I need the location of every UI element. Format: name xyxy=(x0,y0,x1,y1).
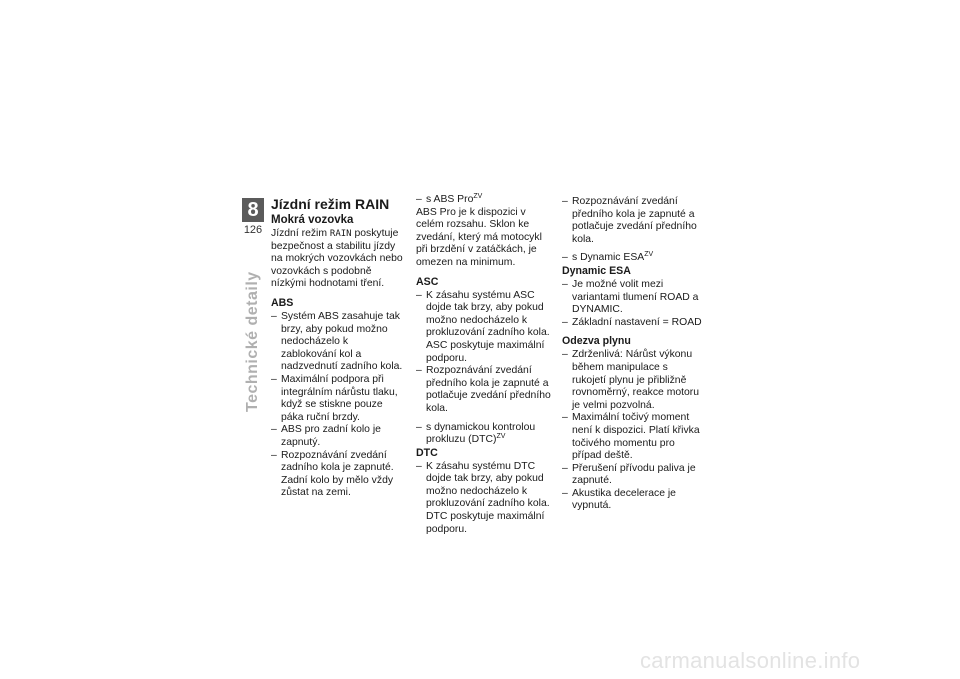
asc-heading: ASC xyxy=(416,275,439,288)
page-number: 126 xyxy=(243,224,263,236)
throttle-list xyxy=(562,349,702,513)
list-item xyxy=(562,252,702,265)
asc-list xyxy=(416,290,551,416)
dtc-list xyxy=(416,461,551,537)
dtc-heading: DTC xyxy=(416,446,438,459)
dtc-label: s dynamickou kontrolou prokluzu (DTC) xyxy=(426,421,536,446)
dtc-condition xyxy=(416,422,551,447)
section-title: Jízdní režim RAIN xyxy=(271,196,390,212)
abs-pro-label: s ABS Pro xyxy=(426,194,474,205)
list-item: – Maximální točivý moment není k dispozici. Platí křivka točivého momentu pro případ deště. xyxy=(562,412,702,462)
esa-heading: Dynamic ESA xyxy=(562,264,631,277)
esa-label: s Dynamic ESA xyxy=(572,252,645,264)
column-3 xyxy=(562,196,702,513)
abs-pro-paragraph: ABS Pro je k dispozici v celém rozsahu. Sklon ke zvedání, který má motocykl při brzdění v zatáčkách, je omezen na minimum. xyxy=(416,206,542,268)
list-item xyxy=(416,422,551,447)
intro-text-start: Jízdní režim xyxy=(271,228,330,239)
list-item: – Zdrženlivá: Nárůst výkonu během manipulace s rukojetí plynu je přibližně rovnoměrný, reakce motoru je velmi pozvolná. xyxy=(562,349,702,412)
abs-list xyxy=(271,311,406,500)
list-item: – Rozpoznávání zvedání předního kola je zapnuté a potlačuje zvedání předního kola. xyxy=(416,365,551,415)
section-subtitle: Mokrá vozovka xyxy=(271,214,354,226)
list-item xyxy=(416,194,551,207)
esa-condition xyxy=(562,252,702,265)
abs-heading: ABS xyxy=(271,296,294,309)
watermark-text: carmanualsonline.info xyxy=(640,648,861,673)
mode-code: RAIN xyxy=(329,229,352,239)
list-item: – ABS pro zadní kolo je zapnutý. xyxy=(271,424,406,449)
side-chapter-title-container xyxy=(243,242,263,412)
list-item: – Rozpoznávání zvedání zadního kola je zapnuté. Zadní kolo by mělo vždy zůstat na zemi. xyxy=(271,450,406,500)
list-item: – Maximální podpora při integrálním nárůstu tlaku, když se stiskne pouze páka ruční brzdy. xyxy=(271,374,406,424)
abs-pro-condition xyxy=(416,194,551,207)
list-item: – Systém ABS zasahuje tak brzy, aby pokud možno nedocházelo k zablokování kol a nadzvednutí zadního kola. xyxy=(271,311,406,374)
esa-list xyxy=(562,279,702,329)
list-item: – Akustika decelerace je vypnutá. xyxy=(562,488,702,513)
chapter-number-badge: 8 xyxy=(242,198,264,222)
optional-equipment-mark: ZV xyxy=(496,433,506,441)
throttle-heading: Odezva plynu xyxy=(562,335,631,348)
dtc-list-continued xyxy=(562,196,702,246)
list-item: – K zásahu systému DTC dojde tak brzy, aby pokud možno nedocházelo k prokluzování zadního kola. DTC poskytuje maximální podporu. xyxy=(416,461,551,537)
optional-equipment-mark: ZV xyxy=(473,193,483,200)
list-item: – Je možné volit mezi variantami tlumení ROAD a DYNAMIC. xyxy=(562,279,702,317)
side-chapter-title: Technické detaily xyxy=(244,271,261,412)
list-item: – Přerušení přívodu paliva je zapnuté. xyxy=(562,463,702,488)
optional-equipment-mark: ZV xyxy=(644,251,654,259)
intro-paragraph xyxy=(271,228,406,291)
list-item: – Základní nastavení = ROAD xyxy=(562,317,702,330)
list-item: – K zásahu systému ASC dojde tak brzy, aby pokud možno nedocházelo k prokluzování zadního kola. ASC poskytuje maximální podporu. xyxy=(416,290,551,366)
intro-text-end: poskytuje bezpečnost a stabilitu jízdy na mokrých vozovkách nebo vozovkách s podobně nízkými hodnotami tření. xyxy=(271,228,403,290)
list-item: – Rozpoznávání zvedání předního kola je zapnuté a potlačuje zvedání předního kola. xyxy=(562,196,702,246)
column-2 xyxy=(416,194,551,536)
column-1 xyxy=(271,196,406,500)
